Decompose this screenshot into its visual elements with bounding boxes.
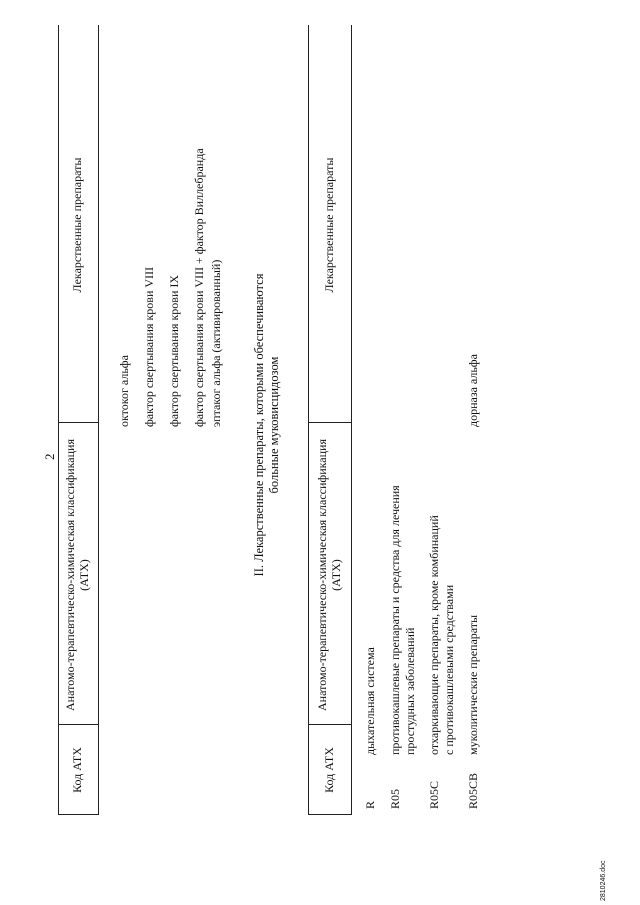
drug-item-3: фактор свертывания крови IX [167,274,181,427]
table-2-left-border [308,814,351,815]
section-2-title-line-2: больные муковисцидозом [267,356,281,494]
footer-doc-id: 2810246.doc [600,860,607,901]
section-2-title [252,215,282,635]
table-1-divider-2 [58,422,98,423]
table-2-divider-1 [308,724,351,725]
table-2-top-border [308,25,309,815]
table-2-header-code: Код АТХ [322,747,336,793]
row-r05c-atc-line-1: отхаркивающие препараты, кроме комбинаций [427,515,441,755]
drug-item-5: эптаког альфа (активированный) [209,259,223,427]
row-r05cb-code: R05CB [466,772,480,809]
section-2-title-line-1: II. Лекарственные препараты, которыми обеспечиваются [252,273,266,577]
row-r05-code: R05 [388,788,402,809]
table-1-header-code: Код АТХ [70,747,84,793]
drug-item-1: октоког альфа [117,355,131,427]
row-r05c-atc-line-2: с противокашлевыми средствами [442,584,456,755]
table-1-top-border [58,25,59,815]
table-1-header-atc: Анатомо-терапевтическо-химическая классификация (АТХ) [63,439,91,711]
table-1-header-drugs: Лекарственные препараты [70,157,84,293]
row-r05-atc-line-2: простудных заболеваний [403,627,417,755]
row-r05cb-drug: дорназа альфа [466,354,480,427]
row-r-code: R [363,800,377,809]
row-r05-atc-line-1: противокашлевые препараты и средства для лечения [388,485,402,755]
page-number: 2 [42,453,57,460]
row-r05cb-atc-line-1: муколитические препараты [466,614,480,755]
table-2-header-bottom-border [351,25,352,815]
table-2-divider-2 [308,422,351,423]
table-2-header-drugs: Лекарственные препараты [322,157,336,293]
row-r05c-code: R05C [427,780,441,809]
table-1-divider-1 [58,724,98,725]
table-1-header-bottom-border [98,25,99,815]
table-1-left-border [58,814,98,815]
row-r-atc-line-1: дыхательная система [363,647,377,755]
table-2-header-atc: Анатомо-терапевтическо-химическая классификация (АТХ) [315,439,343,711]
drug-item-2: фактор свертывания крови VIII [142,266,156,427]
drug-item-4: фактор свертывания крови VIII + фактор Виллебранда [192,148,206,427]
